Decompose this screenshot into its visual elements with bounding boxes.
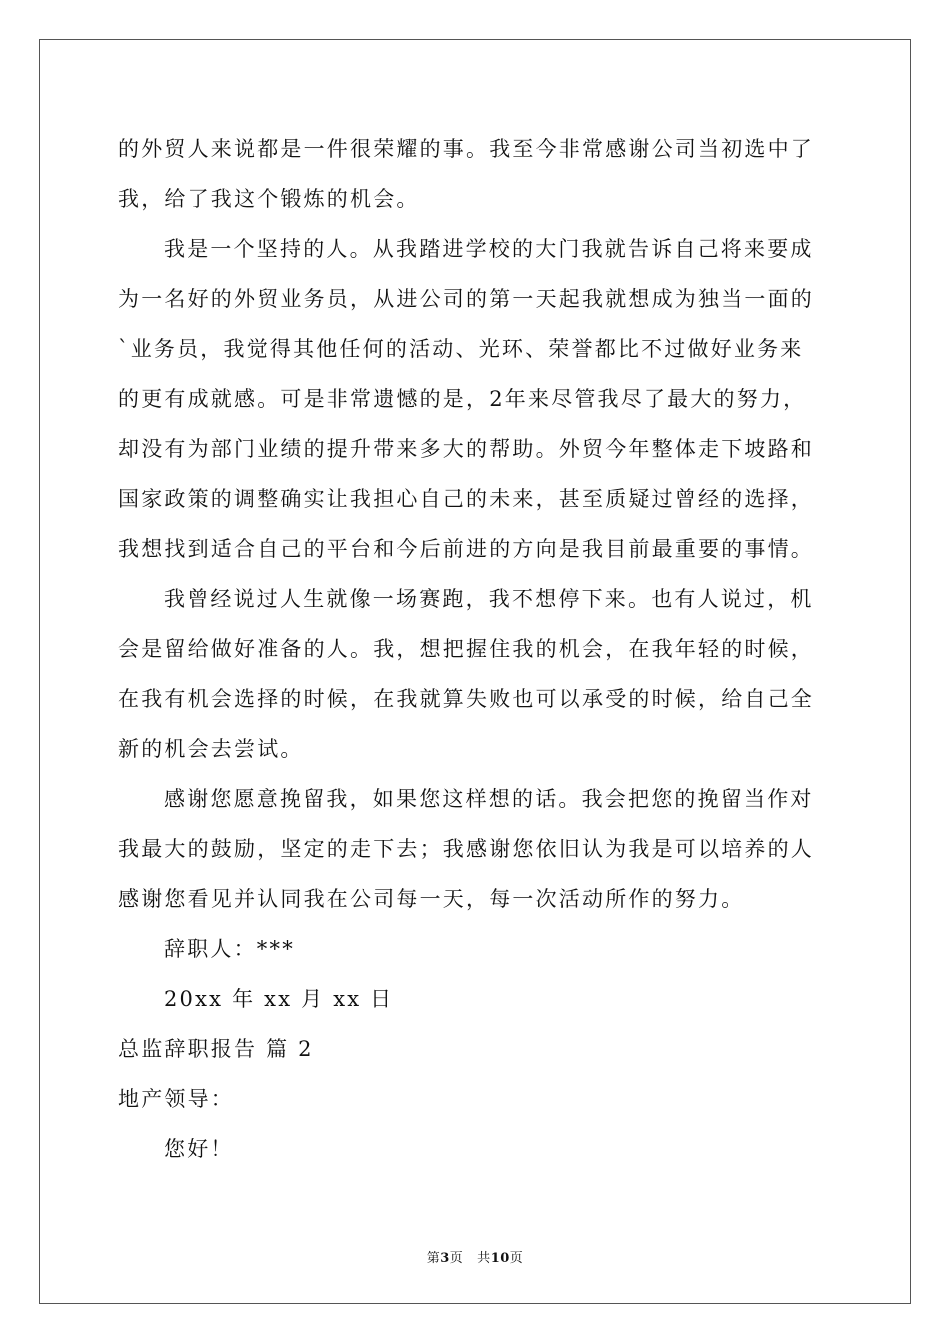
text-line: `业务员，我觉得其他任何的活动、光环、荣誉都比不过做好业务来 xyxy=(118,337,804,361)
page-footer xyxy=(0,1247,950,1266)
text-line: 在我有机会选择的时候，在我就算失败也可以承受的时候，给自己全 xyxy=(118,687,814,711)
document-body xyxy=(118,124,838,1174)
page-suffix: 页 xyxy=(449,1251,464,1266)
date-line: 20xx 年 xx 月 xx 日 xyxy=(164,987,394,1011)
salutation-line: 地产领导： xyxy=(118,1087,234,1111)
paragraph-start-line: 我是一个坚持的人。从我踏进学校的大门我就告诉自己将来要成 xyxy=(164,237,814,261)
text-line: 新的机会去尝试。 xyxy=(118,737,304,761)
text-line: 的外贸人来说都是一件很荣耀的事。我至今非常感谢公司当初选中了 xyxy=(118,137,814,161)
greeting-line: 您好！ xyxy=(164,1137,234,1161)
paragraph-start-line: 我曾经说过人生就像一场赛跑，我不想停下来。也有人说过，机 xyxy=(164,587,814,611)
text-line: 为一名好的外贸业务员，从进公司的第一天起我就想成为独当一面的 xyxy=(118,287,814,311)
paragraph-start-line: 感谢您愿意挽留我，如果您这样想的话。我会把您的挽留当作对 xyxy=(164,787,814,811)
text-line: 会是留给做好准备的人。我，想把握住我的机会，在我年轻的时候， xyxy=(118,637,814,661)
page-number: 3 xyxy=(440,1251,450,1266)
total-prefix: 共 xyxy=(477,1251,491,1266)
total-suffix: 页 xyxy=(509,1251,524,1266)
total-pages: 10 xyxy=(490,1251,510,1266)
text-line: 感谢您看见并认同我在公司每一天，每一次活动所作的努力。 xyxy=(118,887,745,911)
signature-line: 辞职人：*** xyxy=(164,937,295,961)
text-line: 我最大的鼓励，坚定的走下去；我感谢您依旧认为我是可以培养的人 xyxy=(118,837,814,861)
text-line: 的更有成就感。可是非常遗憾的是，2年来尽管我尽了最大的努力， xyxy=(118,387,807,411)
page-prefix: 第 xyxy=(426,1251,441,1266)
section-heading: 总监辞职报告 篇 2 xyxy=(118,1037,314,1061)
text-line: 我，给了我这个锻炼的机会。 xyxy=(118,187,420,211)
text-line: 我想找到适合自己的平台和今后前进的方向是我目前最重要的事情。 xyxy=(118,537,814,561)
text-line: 国家政策的调整确实让我担心自己的未来，甚至质疑过曾经的选择， xyxy=(118,487,814,511)
text-line: 却没有为部门业绩的提升带来多大的帮助。外贸今年整体走下坡路和 xyxy=(118,437,814,461)
